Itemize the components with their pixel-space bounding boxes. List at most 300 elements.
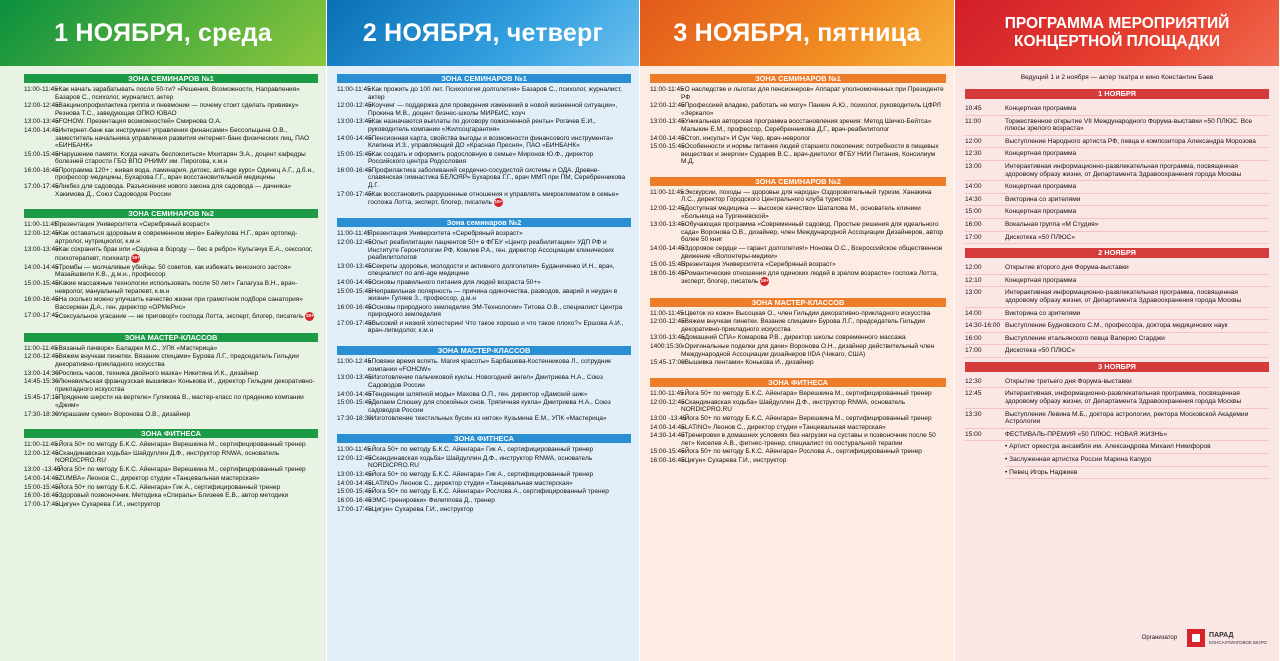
session-text: «Доступная медицина — высокое качество» Шаталова М., основатель клиники «Больница на Тургеневской» [681,205,921,220]
session-text: «ЭМС-тренировки» Филиппова Д., тренер [368,497,495,504]
session-text: «Обучающая программа «Современный садовод. Простые решения для идеального сада» Воронова О.В., дизайнер, член Международной Ассоциации Дизайнеров, автор более 50 книг [681,221,944,244]
session-text: «Йога 50+ по методу Б.К.С. Айенгара» Верешкина М., сертифицированный тренер [681,414,932,422]
session-text: «Как создать и оформить родословную в семье» Миронов Ю.Ф., директор Российского центра Родословия [368,150,594,166]
session-text: Презентация Университета «Серебряный возраст» [55,221,210,229]
session-text: «Какие массажные технологии использовать после 50 лет» Галагуза В.Н., врач-невролог, мануальный терапевт, к.м.н [55,280,298,295]
session-text: «Нарушение памяти. Когда начать беспокоиться» Мхитарян Э.А., доцент кафедры болезней старости ГБО ВПО РНИМУ им. Пирогова, к.м.н [55,150,306,166]
session-row [650,270,946,287]
session-desc [368,480,631,488]
session-text: «Йога 50+ по методу Б.К.С. Айенгара» Рослова А., сертифицированный тренер [681,448,922,456]
session-row [337,497,631,505]
session-text: «Йога 50+ по методу Б.К.С. Айенгара» Гик А., сертифицированный тренер [368,446,594,454]
concert-row [965,148,1269,161]
session-desc [368,167,631,190]
session-desc [368,191,631,208]
session-desc [368,118,631,133]
session-text: «Ликбез для садовода. Разъяснения нового закона для садовода — дачника» Хакимова Д., Союз Садоводов России [55,183,292,198]
session-text: «Тенденции шляпной моды» Махова О.П., ген. директор «Дамский шик» [368,390,588,398]
day3-header [640,0,954,66]
zone-header: ЗОНА СЕМИНАРОВ №1 [337,74,631,83]
session-row [24,183,318,198]
concert-time: 12:10 [965,276,982,284]
session-row [337,239,631,262]
concert-row [965,320,1269,333]
session-row [337,288,631,303]
session-text: «Профессией владею, работать не могу» Панкин А.Ю., психолог, руководитель ЦФРЛ «Зеркало» [681,102,941,117]
session-desc [368,506,631,514]
session-text: «Вяжем внучкам пинетки. Вязание спицами» Бурова Л.Г., председатель Гильдии декоративно-прикладного искусства [681,318,925,333]
day3-column [640,0,955,661]
concert-desc: Выступление итальянского певца Валерио Сгарджи [1005,334,1165,342]
session-time: 15:00-15:45 [337,287,372,295]
session-desc [368,288,631,303]
day1-column [0,0,327,661]
session-time: 12:00-12:45 [650,102,685,110]
session-desc [681,118,946,133]
session-desc [55,466,318,474]
concert-row [965,388,1269,408]
session-row [337,320,631,335]
session-row [337,118,631,133]
concert-time: 14:00 [965,183,982,191]
session-row [337,263,631,278]
session-time: 13:00 -13:45 [24,466,61,474]
session-text: «ZUMBA» Леонов С., директор студии «Танцевальная мастерская» [55,474,260,482]
session-row [24,378,318,393]
session-desc [681,270,946,287]
session-time: 13:00-13:45 [24,118,59,126]
session-desc [368,471,631,479]
session-text: «Профилактика заболеваний сердечно-сосудистой системы и ОДА. Древне-славянская гимнастика БЕЛОЯР» Бухарова Г.Г., врач ММП при ПМ, Серебренникова Д.Г. [368,166,626,189]
session-row [650,424,946,432]
day3-schedule [640,66,954,465]
session-time: 17:00-17:45 [337,505,372,513]
session-row [337,399,631,414]
session-desc [368,230,631,238]
session-desc [368,151,631,166]
zone-gap [24,323,318,330]
session-row [24,450,318,465]
session-text: «Как восстановить разрушенные отношения и управлять микроклиматом в семье» госпожа Лотта, эксперт, блогер, писатель [368,190,619,207]
session-row [650,343,946,358]
brand [1209,632,1267,645]
concert-row [965,275,1269,288]
session-row [24,118,318,126]
session-text: «Программа 120+ ; живая вода, ламинария, детокс, anti-age курс» Одинец А.Г., д.б.н., профессор медицины, Бухарова Г.Г., врач восстановительной медицины [55,166,315,182]
concert-time: 12:00 [965,137,982,145]
zone-header: ЗОНА ФИТНЕСА [337,434,631,443]
session-text: «Делаем Слюшку для спокойных снов. Тряпичная кукла» Дмитриева Н.А., Союз садоводов России [368,399,611,414]
concert-day-header: 1 НОЯБРЯ [965,89,1269,99]
session-time: 16:00-16:45 [24,296,59,304]
session-row [650,399,946,414]
concert-desc: Интерактивная информационно-развлекательная программа, посвященная здоровому образу жизни, от Департамента Здравоохранения города Москвы [1005,162,1242,178]
session-text: «Вышивка лентами» Конькова И., дизайнер [681,359,814,367]
session-text: «Интернет-банк как инструмент управления финансами» Бессольцына О.В., заместитель начальника управления развития интернет-банк физических лиц, ПАО «БИНБАНК» [55,127,310,150]
session-row [337,455,631,470]
session-time: 11:00-11:45 [650,188,684,196]
session-text: «Пенсионная карта, свойства выгоды и возможности финансового инструмента» Клепина И.З., управляющий ДО «Красная Пресня», ПАО «БИНБАНК» [368,134,614,150]
session-row [650,359,946,367]
session-row [24,312,318,321]
session-desc [681,399,946,414]
session-time: 15:00-15:45 [650,448,685,456]
session-text: «Повяжи время вспять. Магия красоты» Барбашева-Костенникова Л., сотрудник компании «FOHOW» [368,358,611,373]
session-row [24,411,318,419]
session-time: 14:00-14:45 [650,245,685,252]
session-row [650,334,946,342]
session-desc [681,359,946,367]
concert-row [965,206,1269,219]
day1-title: 1 НОЯБРЯ, среда [54,18,272,47]
session-time: 11:00-11:45 [24,221,58,229]
session-text: «Цигун» Сухарева Г.И., инструктор [368,505,474,513]
session-desc [55,370,318,378]
session-text: «Цветок из кожи» Высоцкая О., член Гильдии декоративно-прикладного искусства [681,309,931,317]
session-desc [55,296,318,311]
session-time: 13:00-13:45 [650,221,685,229]
session-time: 1400:15:30 [650,343,683,351]
session-text: «Цигун» Сухарева Г.И., инструктор [681,457,787,465]
session-text: «Йога 50+ по методу Б.К.С. Айенгара» Рослова А., сертифицированный тренер [368,488,609,496]
session-time: 15:00-15:45 [337,150,372,158]
session-time: 11:00-11:45 [650,309,684,317]
session-text: «Оригинальные поделки для дачи» Воронова О.Н., дизайнер действительный член Международной Ассоциации дизайнеров IIDA (Чикаго, США) [681,343,935,358]
concert-time: 11:00 [965,117,982,125]
session-desc [681,457,946,465]
concert-time: 13:30 [965,410,982,418]
session-desc [681,318,946,333]
concert-time: 14:00 [965,309,982,317]
concert-desc: ФЕСТИВАЛЬ-ПРЕМИЯ «50 ПЛЮС. НОВАЯ ЖИЗНЬ» [1005,430,1168,438]
session-row [337,358,631,373]
concert-column [955,0,1280,661]
session-row [337,167,631,190]
session-text: «Украшаем сумки» Воронова О.В., дизайнер [55,410,191,418]
day2-schedule [327,66,639,513]
session-text: «Тренировки в домашних условиях без нагрузки на суставы и позвоночник после 50 лет» Киселев А.В., фитнес-тренер, специалист по постуральной терапии [681,432,936,447]
session-time: 15:45-17:00 [650,359,685,367]
performer-item: • Певец Игорь Наджиев [1005,467,1269,480]
concert-row [965,376,1269,389]
session-row [24,102,318,117]
concert-desc: Интерактивная информационно-развлекательная программа, посвященная здоровому образу жизни, от Департамента Здравоохранения города Москвы [1005,289,1242,304]
session-time: 12:00-12:45 [337,102,372,110]
session-row [337,415,631,423]
session-row [337,135,631,150]
session-row [650,432,946,447]
concert-time: 10:45 [965,105,982,112]
zone-header: ЗОНА МАСТЕР-КЛАССОВ [650,298,946,307]
session-row [337,391,631,399]
concert-row [965,262,1269,275]
session-time: 17:00-17:45 [24,312,59,320]
session-row [24,280,318,295]
zone-gap [650,167,946,174]
session-text: «Йога 50+ по методу Б.К.С. Айенгара» Верешкина М., сертифицированный тренер [55,466,306,474]
concert-header [955,0,1279,66]
session-desc [681,415,946,423]
session-time: 14:45-15:30 [24,378,59,386]
session-time: 14:30-14:45 [650,432,685,440]
age-badge: 18+ [494,200,503,206]
session-text: «Вязаный пачворк» Баладжи М.С., УПК «Мастерица» [55,344,218,352]
session-time: 13:00-13:45 [337,118,372,126]
session-desc [681,189,946,204]
session-desc [368,102,631,117]
session-time: 14:00-14:45 [337,390,372,398]
session-row [24,345,318,353]
session-time: 15:00-15:45 [650,143,685,151]
session-text: «Экскурсии, походы — здоровье для народа» Оздоровительный туризм, Ханакина Л.С., директор Городского Центрального клуба туристов [681,188,932,204]
session-desc [55,246,318,263]
session-time: 11:00-11:45 [337,446,371,454]
session-desc [55,475,318,483]
session-desc [55,411,318,419]
concert-title-line1: ПРОГРАММА МЕРОПРИЯТИЙ [1004,15,1230,32]
session-row [650,318,946,333]
zone-gap [337,336,631,343]
session-text: «Коучинг — поддержка для проведения изменений в новой жизненной ситуации», Прокина М.В., доцент бизнес-школы МИРБИС, коуч [368,102,618,117]
session-desc [681,205,946,220]
session-desc [55,280,318,295]
zone-gap [650,368,946,375]
performer-item: • Заслуженная артистка России Марина Капуро [1005,454,1269,467]
session-text: «Опыт реабилитации пациентов 50+ в ФГБУ «Центр реабилитации» УДП РФ и Институте Геронтологии РФ, Комлев Р.А., ген. директор Ассоциации клинических реабилитологов [368,239,614,261]
session-desc [368,86,631,101]
age-badge: 18+ [305,314,314,320]
session-row [24,466,318,474]
session-time: 17:00-17:45 [24,183,59,191]
concert-time: 12:45 [965,390,982,398]
session-desc [55,450,318,465]
concert-desc: Концертная программа [1005,183,1077,191]
session-desc [55,353,318,368]
session-desc [681,86,946,101]
session-desc [55,230,318,245]
session-time: 12:00-12:45 [24,449,59,457]
session-desc [55,86,318,101]
session-time: 16:00-16:45 [24,492,59,500]
organizer-label: Организатор [1141,635,1178,641]
session-text: «Основы правильного питания для людей возраста 50+» [368,278,541,286]
session-text: «Скандинавская ходьба» Шайдуллин Д.Ф., инструктор RNWA, основатель NORDICPRO.RU [55,449,280,465]
organizer [1142,629,1267,647]
session-time: 17:00-17:45 [24,500,59,508]
session-row [24,492,318,500]
session-text: «LATINO» Леонов С., директор студии «Танцевальная мастерская» [681,423,886,431]
session-desc [55,167,318,182]
concert-row [965,308,1269,321]
session-desc [55,501,318,509]
session-text: «FOHOW. Презентация возможностей» Смирнова О.А. [55,118,222,126]
session-desc [681,135,946,143]
session-row [24,167,318,182]
session-text: Презентация Университета «Серебряный возраст» [681,261,836,269]
session-row [24,230,318,245]
session-row [24,221,318,229]
performer-item: • Артист оркестра ансамбля им. Александрова Михаил Никифоров [1005,441,1269,454]
zone-header: ЗОНА СЕМИНАРОВ №2 [650,177,946,186]
session-time: 11:00-11:45 [650,86,684,93]
brand-sub: КОНСАЛТИНГОВОЕ БЮРО [1209,639,1267,645]
session-desc [55,312,318,321]
session-time: 16:00-16:45 [337,166,372,174]
session-time: 16:00-16:45 [24,166,59,174]
session-desc [681,221,946,244]
session-time: 15:00-15:45 [650,261,685,269]
concert-time: 15:00 [965,208,982,216]
session-time: 12:00-12:45 [337,454,372,462]
concert-desc: Концертная программа [1005,208,1077,216]
session-time: 13:00-13:45 [650,334,685,342]
zone-gap [24,419,318,426]
session-row [650,143,946,166]
session-desc [368,135,631,150]
session-row [337,279,631,287]
zone-header: ЗОНА ФИТНЕСА [650,378,946,387]
session-text: «Как начать зарабатывать после 50-ти? «Решения, Возможности, Направления» Базаров С., психолог, журналист, актер [55,86,300,101]
session-row [24,501,318,509]
session-row [650,310,946,318]
session-desc [368,263,631,278]
session-time: 16:00-16:45 [650,269,685,277]
zone-gap [650,288,946,295]
concert-desc: Выступление Левина М.Б., доктора астрологии, ректора Московской Академии Астрологии [1005,410,1249,426]
session-text: «О наследстве и льготах для пенсионеров» Аппарат уполномоченных при Президенте РФ [681,86,944,101]
session-row [650,189,946,204]
session-row [337,86,631,101]
session-text: «Йога 50+ по методу Б.К.С. Айенгара» Гик А., сертифицированный тренер [55,483,281,491]
session-desc [368,446,631,454]
session-row [650,457,946,465]
session-desc [55,345,318,353]
session-text: «Основы природного земледелия ЭМ-Технологии» Титова О.В., специалист Центра природного земледелия [368,303,623,319]
session-desc [681,261,946,269]
session-time: 14:00-14:45 [650,134,685,142]
concert-desc: Концертная программа [1005,105,1077,112]
session-desc [55,394,318,409]
session-row [24,484,318,492]
session-time: 11:00-11:45 [24,441,58,449]
session-desc [681,448,946,456]
concert-time: 12:30 [965,377,982,385]
session-desc [55,151,318,166]
session-text: «Роспись часов, техника двойного мазка» Никитина И.К., дизайнер [55,369,259,377]
concert-time: 15:00 [965,430,982,438]
session-row [24,370,318,378]
session-text: «Люневильская французская вышивка» Конькова И., директор Гильдии декоративно-прикладного искусства [55,378,315,393]
session-row [337,488,631,496]
concert-row [965,161,1269,181]
session-time: 15:00-15:45 [337,488,372,496]
session-time: 14:00-14:45 [24,474,59,482]
session-time: 17:30-18:30 [24,410,59,418]
session-desc [368,415,631,423]
session-text: «Как назначаются выплаты по договору пожизненной ренты» Рогачев Е.И., руководитель компании «Жилсоцгарантия» [368,118,596,133]
session-desc [368,488,631,496]
session-time: 17:00-17:45 [337,319,372,327]
zone-gap [337,424,631,431]
concert-time: 16:00 [965,334,982,342]
session-desc [368,399,631,414]
concert-day-header: 2 НОЯБРЯ [965,248,1269,258]
session-row [24,353,318,368]
session-row [650,245,946,260]
parad-logo-icon [1187,629,1205,647]
concert-time: 17:00 [965,233,982,241]
day1-schedule [0,66,326,508]
session-desc [681,245,946,260]
session-text: «Стоп, инсульт» И Сун Чер, врач-невролог [681,134,811,142]
session-time: 11:00-11:45 [337,86,371,93]
concert-desc: Концертная программа [1005,276,1077,284]
concert-time: 12:30 [965,150,982,158]
session-desc [55,118,318,126]
session-desc [681,390,946,398]
concert-time: 14:30-16:00 [965,322,1001,330]
concert-time: 13:00 [965,289,982,297]
session-row [24,394,318,409]
concert-desc: Открытие третьего дня Форума-выставки [1005,377,1132,385]
zone-header: ЗОНА ФИТНЕСА [24,429,318,438]
session-row [337,304,631,319]
concert-title [1005,15,1230,51]
session-row [650,135,946,143]
session-time: 12:00-12:45 [337,239,372,246]
session-time: 13:00-14:30 [24,369,59,377]
session-row [650,415,946,423]
session-time: 11:00-11:45 [24,86,58,93]
session-time: 12:00-12:45 [650,318,685,326]
zone-header: ЗОНА МАСТЕР-КЛАССОВ [337,346,631,355]
session-row [24,475,318,483]
session-desc [55,221,318,229]
session-desc [681,432,946,447]
session-row [650,261,946,269]
session-time: 17:00-17:45 [337,190,372,198]
session-desc [681,334,946,342]
session-time: 15:00-15:45 [24,150,59,158]
session-time: 11:00-12:45 [337,358,372,366]
age-badge: 18+ [760,279,769,285]
session-desc [55,127,318,150]
session-text: «Вяжем внучкам пинетки. Вязание спицами» Бурова Л.Г., председатель Гильдии декоративно-прикладного искусства [55,353,299,368]
concert-row [965,429,1269,442]
concert-desc: Концертная программа [1005,150,1077,158]
session-row [650,118,946,133]
concert-row [965,333,1269,346]
session-text: «Романтические отношения для одиноких людей в зрелом возрасте» госпожа Лотта, эксперт, блогер, писатель [681,269,938,286]
session-text: «Секреты здоровья, молодости и активного долголетия» Буданиченко И.Н., врач, специалист по anti-age медицине [368,262,615,278]
concert-time: 14:30 [965,195,982,203]
session-row [24,246,318,263]
session-desc [368,358,631,373]
concert-day-header: 3 НОЯБРЯ [965,362,1269,372]
concert-row [965,181,1269,194]
session-row [650,86,946,101]
session-time: 14:00-14:45 [337,134,372,142]
session-time: 14:00-14:45 [337,278,372,286]
session-text: «Как сохранить брак или «Седина в бороду — бес в ребро» Кульгачук Е.А., сексолог, психотерапевт, психиатр [55,246,313,262]
zone-header: Зона семинаров №2 [337,218,631,227]
day1-header [0,0,326,66]
session-desc [368,304,631,319]
concert-desc: Торжественное открытие VII Международного Форума-выставки «50 ПЛЮС. Все плюсы зрелого возраста» [1005,117,1253,133]
concert-schedule [955,66,1279,479]
concert-desc: Викторина со зрителями [1005,309,1081,317]
concert-desc: Дискотека «50 ПЛЮС» [1005,347,1075,355]
